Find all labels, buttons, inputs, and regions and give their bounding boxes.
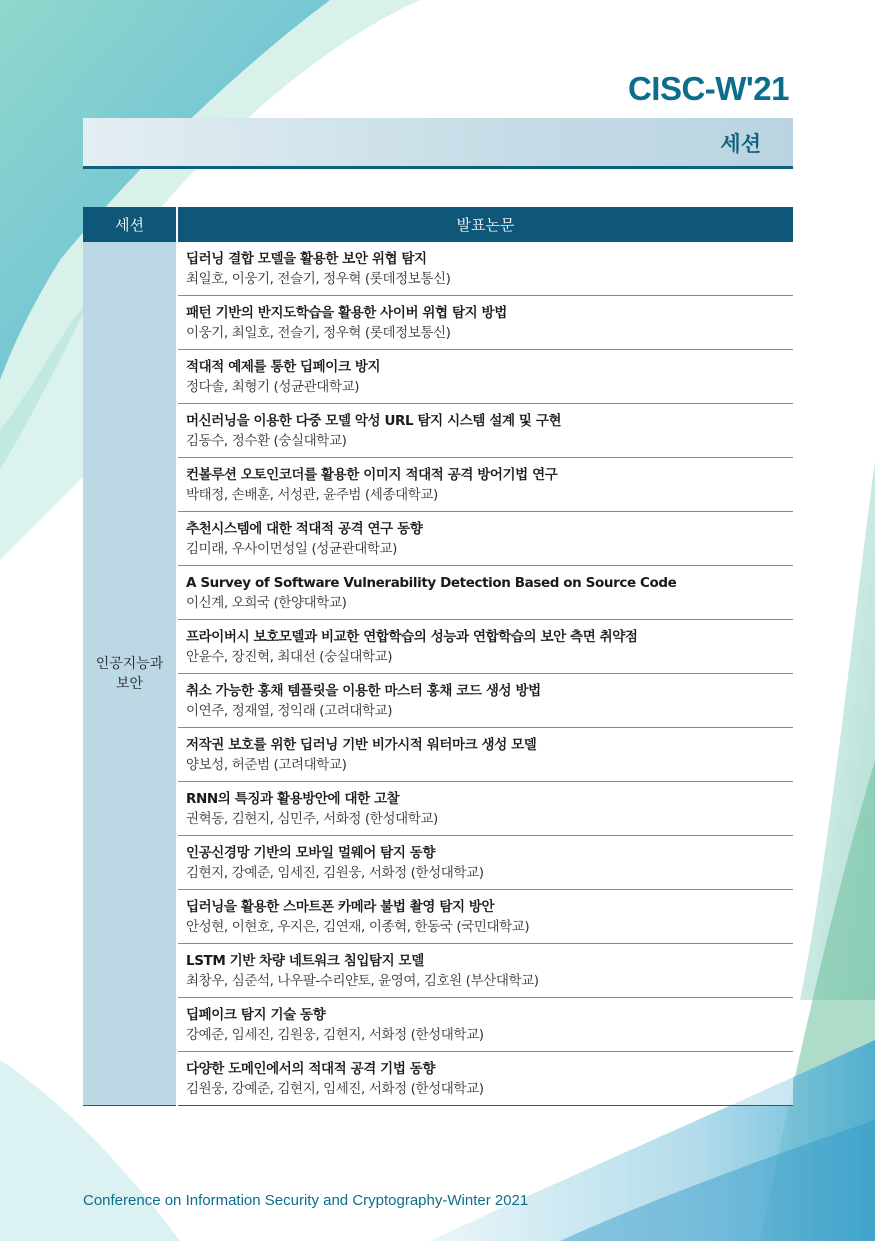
paper-cell bbox=[177, 512, 793, 566]
paper-authors: 안윤수, 장진혁, 최대선 (숭실대학교) bbox=[186, 648, 393, 665]
paper-title: 취소 가능한 홍채 템플릿을 이용한 마스터 홍채 코드 생성 방법 bbox=[186, 682, 541, 699]
paper-cell bbox=[177, 944, 793, 998]
table-row bbox=[83, 890, 793, 944]
paper-authors: 정다솔, 최형기 (성균관대학교) bbox=[186, 378, 360, 395]
table-row bbox=[83, 998, 793, 1052]
table-header-row bbox=[83, 207, 793, 242]
paper-cell bbox=[177, 242, 793, 296]
paper-cell bbox=[177, 674, 793, 728]
paper-title: 인공신경망 기반의 모바일 멀웨어 탐지 동향 bbox=[186, 844, 436, 861]
footer-conference-name: Conference on Information Security and Cryptography-Winter 2021 bbox=[83, 1192, 529, 1209]
table-row bbox=[83, 1052, 793, 1106]
paper-cell bbox=[177, 296, 793, 350]
table-row bbox=[83, 944, 793, 998]
table-row bbox=[83, 674, 793, 728]
paper-authors: 김현지, 강예준, 임세진, 김원웅, 서화정 (한성대학교) bbox=[186, 864, 484, 881]
paper-authors: 최창우, 심준석, 나우팔-수리얀토, 윤영여, 김호원 (부산대학교) bbox=[186, 972, 539, 989]
table-row bbox=[83, 350, 793, 404]
paper-title: 딥러닝 결합 모델을 활용한 보안 위협 탐지 bbox=[186, 250, 427, 267]
paper-cell bbox=[177, 620, 793, 674]
paper-authors: 박태정, 손배훈, 서성관, 윤주범 (세종대학교) bbox=[186, 486, 438, 503]
table-row bbox=[83, 620, 793, 674]
paper-title: 패턴 기반의 반지도학습을 활용한 사이버 위협 탐지 방법 bbox=[186, 304, 507, 321]
table-row bbox=[83, 296, 793, 350]
paper-cell bbox=[177, 998, 793, 1052]
paper-cell bbox=[177, 404, 793, 458]
paper-authors: 양보성, 허준범 (고려대학교) bbox=[186, 756, 347, 773]
paper-title: 머신러닝을 이용한 다중 모델 악성 URL 탐지 시스템 설계 및 구현 bbox=[186, 412, 562, 429]
paper-authors: 이연주, 정재열, 정익래 (고려대학교) bbox=[186, 702, 393, 719]
table-row bbox=[83, 512, 793, 566]
paper-authors: 권혁동, 김현지, 심민주, 서화정 (한성대학교) bbox=[186, 810, 438, 827]
paper-cell bbox=[177, 728, 793, 782]
table-row bbox=[83, 782, 793, 836]
paper-title: A Survey of Software Vulnerability Detection Based on Source Code bbox=[186, 574, 677, 591]
column-header-papers: 발표논문 bbox=[177, 207, 793, 242]
paper-authors: 최일호, 이웅기, 전슬기, 정우혁 (롯데정보통신) bbox=[186, 270, 451, 287]
paper-title: 컨볼루션 오토인코더를 활용한 이미지 적대적 공격 방어기법 연구 bbox=[186, 466, 558, 483]
table-row bbox=[83, 728, 793, 782]
column-header-session: 세션 bbox=[83, 207, 177, 242]
paper-authors: 김미래, 우사이먼성일 (성균관대학교) bbox=[186, 540, 398, 557]
table-row bbox=[83, 566, 793, 620]
paper-title: 프라이버시 보호모델과 비교한 연합학습의 성능과 연합학습의 보안 측면 취약점 bbox=[186, 628, 638, 645]
paper-authors: 이웅기, 최일호, 전슬기, 정우혁 (롯데정보통신) bbox=[186, 324, 451, 341]
brand-logo: CISC-W'21 bbox=[627, 70, 789, 107]
paper-cell bbox=[177, 458, 793, 512]
section-header-bar bbox=[83, 118, 793, 169]
paper-cell bbox=[177, 350, 793, 404]
paper-title: 다양한 도메인에서의 적대적 공격 기법 동향 bbox=[186, 1060, 436, 1077]
paper-title: 딥러닝을 활용한 스마트폰 카메라 불법 촬영 탐지 방안 bbox=[186, 898, 495, 915]
paper-cell bbox=[177, 890, 793, 944]
paper-cell bbox=[177, 1052, 793, 1106]
table-row bbox=[83, 404, 793, 458]
paper-title: 딥페이크 탐지 기술 동향 bbox=[186, 1006, 326, 1023]
paper-title: 저작권 보호를 위한 딥러닝 기반 비가시적 워터마크 생성 모델 bbox=[186, 736, 537, 753]
paper-authors: 김원웅, 강예준, 김현지, 임세진, 서화정 (한성대학교) bbox=[186, 1080, 484, 1097]
paper-title: RNN의 특징과 활용방안에 대한 고찰 bbox=[186, 790, 400, 807]
session-table bbox=[83, 207, 793, 1106]
session-name-line1: 인공지능과 bbox=[95, 655, 164, 672]
paper-authors: 이신계, 오희국 (한양대학교) bbox=[186, 594, 347, 611]
paper-cell bbox=[177, 836, 793, 890]
section-title: 세션 bbox=[720, 132, 761, 156]
table-row bbox=[83, 242, 793, 296]
paper-title: 적대적 예제를 통한 딥페이크 방지 bbox=[186, 358, 381, 375]
paper-authors: 안성현, 이현호, 우지은, 김연재, 이종혁, 한동국 (국민대학교) bbox=[186, 918, 530, 935]
paper-cell bbox=[177, 782, 793, 836]
paper-title: LSTM 기반 차량 네트워크 침입탐지 모델 bbox=[186, 952, 424, 969]
table-row bbox=[83, 836, 793, 890]
paper-authors: 김동수, 정수환 (숭실대학교) bbox=[186, 432, 347, 449]
paper-authors: 강예준, 임세진, 김원웅, 김현지, 서화정 (한성대학교) bbox=[186, 1026, 484, 1043]
session-name-line2: 보안 bbox=[115, 675, 144, 692]
paper-title: 추천시스템에 대한 적대적 공격 연구 동향 bbox=[186, 520, 423, 537]
session-name-cell bbox=[83, 242, 177, 1106]
table-row bbox=[83, 458, 793, 512]
paper-cell bbox=[177, 566, 793, 620]
